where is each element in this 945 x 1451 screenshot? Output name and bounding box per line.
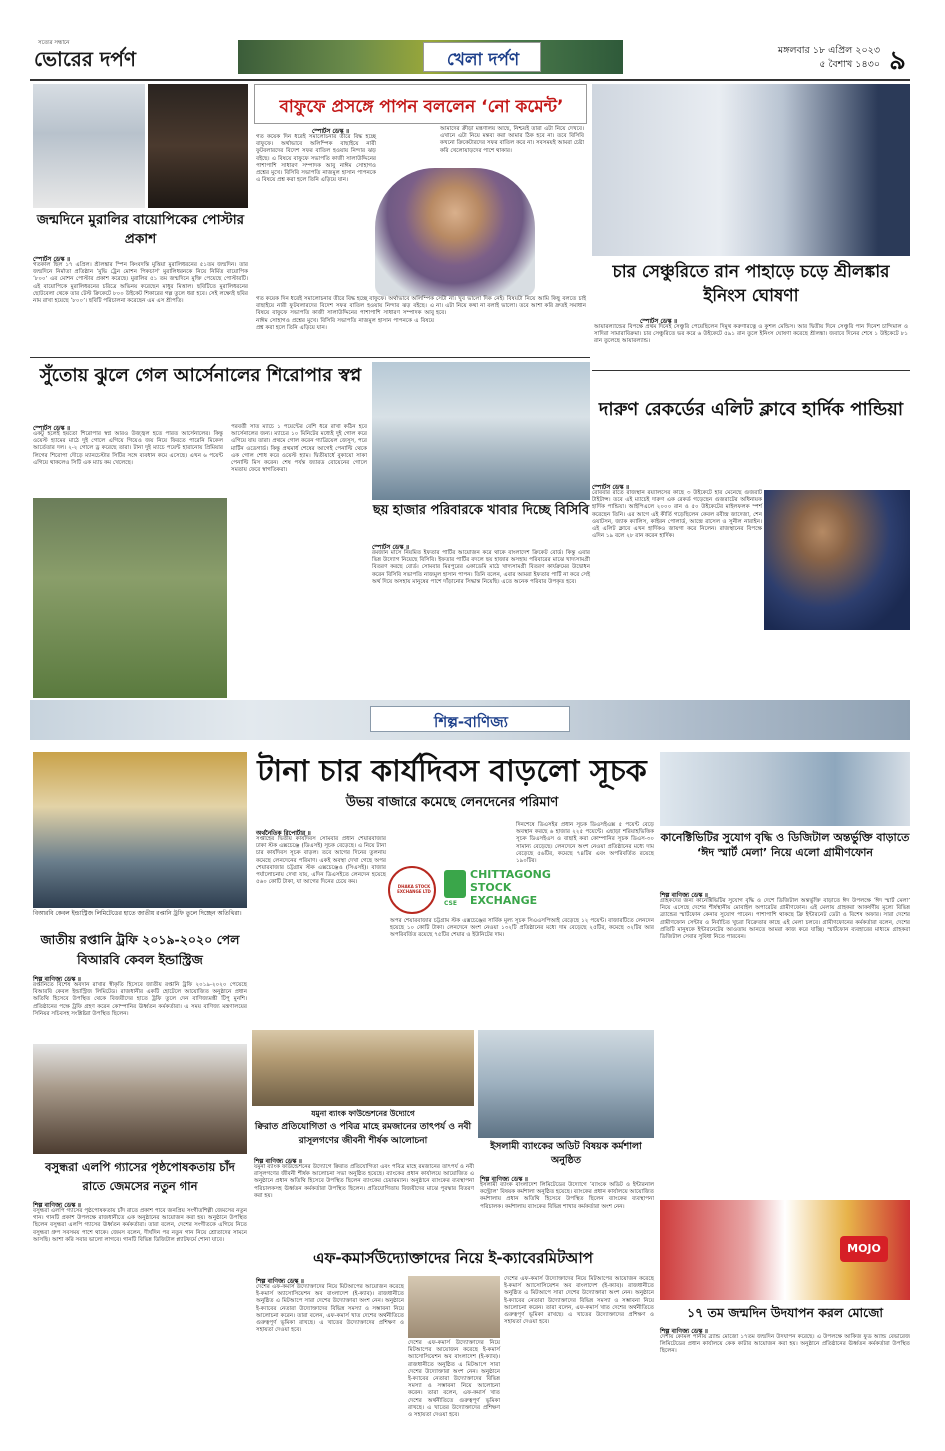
papon-body-left: গত কয়েক দিন ধরেই সমালোচনার তীরে বিদ্ধ হচ্ছে বাফুফে। অর্থাভাবে অলিম্পিক বাছাইয়ে নারী ফুটবলারদের বিদেশ সফর বাতিল হওয়ায় নিন্দার ঝড় বইছে। এ বিষয়ে বাফুফে সভাপতি কাজী সালাউদ্দিনের পাশাপাশি সাধারণ সম্পাদক আবু নাঈম সোহাগও প্রশ্নের মুখে। বিসিবি সভাপতি নাজমুল হাসান পাপনকে এ বিষয়ে প্রশ্ন করা হলে তিনি এড়িয়ে যান।	[256, 134, 376, 184]
cse-logo-line1: CHITTAGONG	[470, 868, 551, 881]
bashundhara-body: বসুন্ধরা এলপি গ্যাসের পৃষ্ঠপোষকতায় চাঁদ রাতে প্রকাশ পাবে জনপ্রিয় সংগীতশিল্পী জেমসের নতুন গান। গানটি প্রকাশ উপলক্ষে রাজধানীতে এক অনুষ্ঠানের আয়োজন করা হয়। অনুষ্ঠানে উপস্থিত ছিলেন বসুন্ধরা এলপি গ্যাসের ঊর্ধ্বতন কর্মকর্তারা। তারা বলেন, দেশের সংগীতকে এগিয়ে নিতে বসুন্ধরা গ্রুপ সবসময় পাশে থাকে। জেমস বলেন, দীর্ঘদিন পর নতুন গান নিয়ে শ্রোতাদের সামনে আসছি। আশা করি সবার ভালো লাগবে। গানটি বিভিন্ন ডিজিটাল প্ল্যাটফর্মে শোনা যাবে।	[33, 1208, 247, 1243]
cse-logo	[444, 866, 579, 910]
srilanka-celebration-photo	[592, 84, 910, 256]
divider-2	[592, 370, 910, 371]
market-body-3: অপর শেয়ারবাজার চট্টগ্রাম স্টক এক্সচেঞ্জের সার্বিক মূল্য সূচক সিএএসপিআই বেড়েছে ১২ পয়েন্ট। বাজারটিতে লেনদেন হয়েছে ১০ কোটি টাকা। লেনদেনে অংশ নেওয়া ১৩২টি প্রতিষ্ঠানের মধ্যে দাম বেড়েছে ২৫টির, কমেছে ৩২টির আর অপরিবর্তিত রয়েছে ৭৫টির শেয়ার ও ইউনিটের দাম।	[390, 918, 654, 939]
mojo-badge: MOJO	[840, 1236, 888, 1262]
export-trophy-body: রপ্তানিতে বিশেষ অবদান রাখার স্বীকৃতি হিসেবে জাতীয় রপ্তানি ট্রফি ২০১৯-২০২০ পেয়েছে বিআরবি কেবল ইন্ডাস্ট্রিজ লিমিটেড। রাজধানীর একটি হোটেলে আয়োজিত অনুষ্ঠানে প্রধান অতিথি হিসেবে উপস্থিত থেকে বিজয়ীদের হাতে ট্রফি তুলে দেন বাণিজ্যমন্ত্রী টিপু মুনশি। প্রতিষ্ঠানের পক্ষে ট্রফি গ্রহণ করেন কোম্পানির ঊর্ধ্বতন কর্মকর্তারা। এ সময় বাণিজ্য মন্ত্রণালয়ের সিনিয়র সচিবসহ সংশ্লিষ্টরা উপস্থিত ছিলেন।	[33, 982, 247, 1017]
jamuna-headline-top: যমুনা ব্যাংক ফাউন্ডেশনের উদ্যোগে	[311, 1109, 415, 1118]
arsenal-body: একটু হলেই হয়তো শিরোপার স্বপ্ন আরও উজ্জ্বল হতে পারত আর্সেনালের। কিন্তু ওয়েস্ট হ্যামের মাঠে দুই গোলে এগিয়ে গিয়েও জয় নিয়ে ফিরতে পারেনি মিকেল আর্তেতার দল। ২-২ গোলে ড্র করেছে তারা। টানা দুই ম্যাচে পয়েন্ট হারানোয় প্রিমিয়ার লিগের শিরোপা দৌড়ে ম্যানচেস্টার সিটির সঙ্গে ব্যবধান কমে এসেছে। এখন ৬ পয়েন্ট এগিয়ে থাকলেও সিটি এক ম্যাচ কম খেলেছে।	[33, 431, 223, 466]
export-trophy-caption: বিআরবি কেবল ইন্ডাস্ট্রিজ লিমিটেডের হাতে জাতীয় রপ্তানি ট্রফি তুলে দিচ্ছেন অতিথিরা।	[33, 910, 242, 917]
papon-body-mid: আমাদের ক্রীড়া মন্ত্রণালয় আছে, নিশ্চয়ই তারা এটা নিয়ে দেখবে। এখানে এটা নিয়ে মন্তব্য করা আমার ঠিক হবে না। তবে বিসিবি কখনো ক্রিকেটারদের সফর বাতিল করে না। সবসময়ই আমরা চেষ্টা করি খেলোয়াড়দের পাশে থাকার।	[440, 126, 584, 154]
srilanka-body: আয়ারল্যান্ডের বিপক্ষে প্রথম দিনেই সেঞ্চুরি পেয়েছিলেন দিমুথ করুণারত্নে ও কুশল মেন্ডিস। আর দ্বিতীয় দিনে সেঞ্চুরি পান দিনেশ চান্দিমাল ও সাদিরা সামারাবিক্রমা। চার সেঞ্চুরিতে ভর করে ৬ উইকেটে ৫৯১ রান তুলে ইনিংস ঘোষণা করেছে শ্রীলঙ্কা। জবাবে দিনের শেষে ১ উইকেটে ৮১ রান তুলেছে আয়ারল্যান্ড।	[594, 324, 908, 345]
bcb-body: রমজান মাসে নিয়মিত ইফতার পার্টির আয়োজন করে থাকে বাংলাদেশ ক্রিকেট বোর্ড। কিন্তু এবার ভিন্ন উদ্যোগ নিয়েছে বিসিবি। ইফতার পার্টির বদলে ছয় হাজার অসহায় পরিবারের মাঝে খাদ্যসামগ্রী বিতরণ করছে বোর্ড। সোমবার মিরপুরের একাডেমি মাঠে খাদ্যসামগ্রী বিতরণ কার্যক্রমের উদ্বোধন করেন বিসিবি সভাপতি নাজমুল হাসান পাপন। তিনি বলেন, এবার আমরা ইফতার পার্টি না করে সেই অর্থ দিয়ে অসহায় মানুষের পাশে দাঁড়ানোর সিদ্ধান্ত নিয়েছি। এতে অনেক পরিবার উপকৃত হবে।	[372, 550, 590, 585]
arsenal-byline: স্পোর্টস ডেস্ক ॥	[33, 425, 71, 432]
section-title-box	[423, 42, 541, 72]
ecab-body: দেশের এফ-কমার্স উদ্যোক্তাদের নিয়ে মিটআপের আয়োজন করেছে ই-কমার্স অ্যাসোসিয়েশন অব বাংলাদেশ (ই-ক্যাব)। রাজধানীতে অনুষ্ঠিত এ মিটআপে সারা দেশের উদ্যোক্তারা অংশ নেন। অনুষ্ঠানে ই-ক্যাবের নেতারা উদ্যোক্তাদের বিভিন্ন সমস্যা ও সম্ভাবনা নিয়ে আলোচনা করেন। তারা বলেন, এফ-কমার্স খাত দেশের অর্থনীতিতে গুরুত্বপূর্ণ ভূমিকা রাখছে। এ খাতের উদ্যোক্তাদের প্রশিক্ষণ ও সহায়তা দেওয়া হবে।	[256, 1284, 404, 1334]
srilanka-byline: স্পোর্টস ডেস্ক ॥	[640, 318, 678, 325]
arsenal-headline: সুঁতোয় ঝুলে গেল আর্সেনালের শিরোপার স্বপ্ন	[39, 365, 362, 386]
bcb-headline: ছয় হাজার পরিবারকে খাবার দিচ্ছে বিসিবি	[372, 503, 590, 518]
market-headline: টানা চার কার্যদিবস বাড়লো সূচক	[257, 754, 647, 789]
export-trophy-headline: জাতীয় রপ্তানি ট্রফি ২০১৯-২০২০ পেল বিআরবি কেবল ইন্ডাস্ট্রিজ	[40, 932, 240, 967]
market-body-2: দিনশেষে ডিএসইর প্রধান সূচক ডিএসইএক্স ৫ পয়েন্ট বেড়ে অবস্থান করছে ৬ হাজার ২২৫ পয়েন্টে। এছাড়া শরিয়াহভিত্তিক সূচক ডিএসইএস ও বাছাই করা কোম্পানির সূচক ডিএস-৩০ সামান্য বেড়েছে। লেনদেনে অংশ নেওয়া প্রতিষ্ঠানের মধ্যে দাম বেড়েছে ৫৬টির, কমেছে ৭৪টির এবং অপরিবর্তিত রয়েছে ১৯০টির।	[516, 822, 654, 865]
islami-headline: ইসলামী ব্যাংকের অডিট বিষয়ক কর্মশালা অনুষ্ঠিত	[490, 1141, 642, 1166]
mojo-byline: শিল্প বাণিজ্য ডেস্ক ॥	[660, 1328, 708, 1335]
grameenphone-photo	[660, 752, 910, 826]
bashundhara-byline: শিল্প বাণিজ্য ডেস্ক ॥	[33, 1202, 81, 1209]
murali-byline: স্পোর্টস ডেস্ক ॥	[33, 256, 71, 263]
ecab-body-3: দেশের এফ-কমার্স উদ্যোক্তাদের নিয়ে মিটআপের আয়োজন করেছে ই-কমার্স অ্যাসোসিয়েশন অব বাংলাদেশ (ই-ক্যাব)। রাজধানীতে অনুষ্ঠিত এ মিটআপে সারা দেশের উদ্যোক্তারা অংশ নেন। অনুষ্ঠানে ই-ক্যাবের নেতারা উদ্যোক্তাদের বিভিন্ন সমস্যা ও সম্ভাবনা নিয়ে আলোচনা করেন। তারা বলেন, এফ-কমার্স খাত দেশের অর্থনীতিতে গুরুত্বপূর্ণ ভূমিকা রাখছে। এ খাতের উদ্যোক্তাদের প্রশিক্ষণ ও সহায়তা দেওয়া হবে।	[504, 1276, 654, 1326]
market-byline: অর্থনৈতিক রিপোর্টার ॥	[256, 830, 311, 837]
paper-tag: সত্যের সন্ধানে	[38, 40, 70, 46]
date-line-1: মঙ্গলবার ১৮ এপ্রিল ২০২৩	[777, 45, 880, 56]
market-body: সপ্তাহের দ্বিতীয় কার্যদিবস সোমবার প্রধান শেয়ারবাজার ঢাকা স্টক এক্সচেঞ্জে (ডিএসই) সূচক বেড়েছে। এ নিয়ে টানা চার কার্যদিবস সূচক বাড়ল। তবে আগের দিনের তুলনায় কমেছে লেনদেনের পরিমাণ। একই অবস্থা দেখা গেছে অপর শেয়ারবাজার চট্টগ্রাম স্টক এক্সচেঞ্জেও (সিএসই)। বাজার পর্যালোচনায় দেখা যায়, এদিন ডিএসইতে লেনদেন হয়েছে ৫৬০ কোটি টাকা, যা আগের দিনের চেয়ে কম।	[256, 836, 386, 886]
hardik-photo	[764, 490, 910, 630]
papon-headline: বাফুফে প্রসঙ্গে পাপন বললেন ‘নো কমেন্ট’	[279, 97, 564, 117]
ecab-byline: শিল্প বাণিজ্য ডেস্ক ॥	[256, 1278, 304, 1285]
dse-logo-text: DHAKA STOCK EXCHANGE LTD	[397, 884, 431, 894]
cse-abbr: CSE	[444, 900, 457, 907]
islami-body: ইসলামী ব্যাংক বাংলাদেশ লিমিটেডের উদ্যোগে ‘ব্যাংকে অডিট ও ইন্টারনাল কন্ট্রোল’ বিষয়ক কর্মশালা অনুষ্ঠিত হয়েছে। ব্যাংকের প্রধান কার্যালয়ে আয়োজিত কর্মশালায় প্রধান অতিথি হিসেবে উপস্থিত ছিলেন ব্যাংকের ব্যবস্থাপনা পরিচালক। কর্মশালায় ব্যাংকের বিভিন্ন শাখার কর্মকর্তারা অংশ নেন।	[480, 1182, 655, 1210]
murali-headline: জন্মদিনে মুরালির বায়োপিকের পোস্টার প্রকাশ	[36, 212, 245, 247]
papon-body-right: সেটা না। খুব ভালো দিক নেই। বিষয়টা নিয়ে আমি কিছু বলতে চাই না। এটা নিয়ে কথা না বলাই ভালো। তবে আশা করি দ্রুতই সমাধান হবে।	[436, 296, 586, 317]
bashundhara-headline: বসুন্ধরা এলপি গ্যাসের পৃষ্ঠপোষকতায় চাঁদ রাতে জেমসের নতুন গান	[45, 1160, 235, 1193]
cse-logo-line2: STOCK	[470, 881, 512, 894]
grameenphone-headline: কানেক্টিভিটির সুযোগ বৃদ্ধি ও ডিজিটাল অন্তর্ভুক্তি বাড়াতে ‘ঈদ স্মার্ট মেলা’ নিয়ে এলো গ্রামীণফোন	[660, 831, 910, 859]
bcb-event-photo	[372, 362, 590, 500]
market-subheadline: উভয় বাজারে কমেছে লেনদেনের পরিমাণ	[345, 795, 559, 810]
bashundhara-event-photo	[33, 1044, 247, 1154]
hardik-headline: দারুণ রেকর্ডের এলিট ক্লাবে হার্দিক পান্ডিয়া	[598, 399, 904, 420]
masthead-bar	[30, 40, 910, 78]
grameenphone-body: গ্রাহকদের জন্য কানেক্টিভিটির সুযোগ বৃদ্ধি ও দেশে ডিজিটাল অন্তর্ভুক্তি বাড়াতে ঈদ উপলক্ষে ‘ঈদ স্মার্ট মেলা’ নিয়ে এসেছে দেশের শীর্ষস্থানীয় মোবাইল অপারেটর গ্রামীণফোন। এই মেলায় গ্রাহকরা আকর্ষণীয় মূল্যে বিভিন্ন ব্র্যান্ডের স্মার্টফোন কেনার সুযোগ পাবেন। পাশাপাশি থাকছে ফ্রি ইন্টারনেট ডেটা ও বিশেষ অফার। সারা দেশের গ্রামীণফোন সেন্টার ও নির্বাচিত খুচরা বিক্রেতার কাছে এই মেলা চলবে। গ্রামীণফোনের কর্মকর্তারা বলেন, দেশের প্রতিটি মানুষকে ইন্টারনেটের আওতায় আনতে আমরা কাজ করে যাচ্ছি। স্মার্টফোন ব্যবহারের মাধ্যমে গ্রাহকরা ডিজিটাল সেবার সুবিধা নিতে পারবেন।	[660, 898, 910, 941]
islami-event-photo	[478, 1030, 654, 1138]
islami-byline: শিল্প বাণিজ্য ডেস্ক ॥	[480, 1176, 528, 1183]
section-title: খেলা দর্পণ	[446, 50, 520, 70]
jamuna-byline: শিল্প বাণিজ্য ডেস্ক ॥	[254, 1158, 302, 1165]
papon-byline: স্পোর্টস ডেস্ক ॥	[312, 128, 350, 135]
jamuna-event-photo	[252, 1030, 474, 1106]
jamuna-body: যমুনা ব্যাংক ফাউন্ডেশনের উদ্যোগে ক্বিরাত প্রতিযোগিতা এবং পবিত্র মাহে রমজানের তাৎপর্য ও নবী রাসূলগণের জীবনী শীর্ষক আলোচনা সভা অনুষ্ঠিত হয়েছে। ব্যাংকের প্রধান কার্যালয়ে আয়োজিত এ অনুষ্ঠানে প্রধান অতিথি হিসেবে উপস্থিত ছিলেন ব্যাংকের চেয়ারম্যান। অনুষ্ঠানে ব্যাংকের ব্যবস্থাপনা পরিচালকসহ ঊর্ধ্বতন কর্মকর্তারা উপস্থিত ছিলেন। প্রতিযোগিতায় বিজয়ীদের মাঝে পুরস্কার বিতরণ করা হয়।	[254, 1164, 474, 1199]
papon-photo	[375, 168, 535, 296]
jamuna-headline: ক্বিরাত প্রতিযোগিতা ও পবিত্র মাহে রমজানের তাৎপর্য ও নবী রাসূলগণের জীবনী শীর্ষক আলোচনা	[254, 1122, 472, 1146]
date-line-2: ৫ বৈশাখ ১৪৩০	[819, 59, 880, 70]
murali-body: গতকাল ছিল ১৭ এপ্রিল। শ্রীলঙ্কার স্পিন কিংবদন্তি মুত্তিয়া মুরালিধরনের ৫১তম জন্মদিন। তার জন্মদিনে নির্মাতা প্রতিষ্ঠান ‘মুভি ট্রেন মোশন পিকচার্স’ মুরালিধরনকে নিয়ে নির্মিত বায়োপিক ‘৮০০’ এর মোশন পোস্টার প্রকাশ করেছে। মুরালির ৫১ তম জন্মদিনে মুক্তি পেয়েছে পোস্টারটি। এই বায়োপিকে মুরালিধরনের চরিত্রে অভিনয় করেছেন মাধুর মিত্তাল। ছবিটিতে মুরালিধরনের ছোটবেলা থেকে তার টেস্ট ক্রিকেটে ৮০০ উইকেট শিকারের গল্প তুলে ধরা হবে। সেই লক্ষ্যেই ছবির নাম রাখা হয়েছে ‘৮০০’। ছবিটি পরিচালনা করেছেন এম এস শ্রীপতি।	[33, 262, 248, 305]
cse-logo-mark	[444, 870, 466, 898]
mojo-body: দেশীয় কোমল পানীয় ব্র্যান্ড মোজো ১৭তম জন্মদিন উদযাপন করেছে। এ উপলক্ষে আকিজ ফুড অ্যান্ড বেভারেজ লিমিটেডের প্রধান কার্যালয়ে কেক কাটার আয়োজন করা হয়। অনুষ্ঠানে প্রতিষ্ঠানের ঊর্ধ্বতন কর্মকর্তারা উপস্থিত ছিলেন।	[660, 1334, 910, 1355]
ecab-headline: এফ-কমার্সউদ্যোক্তাদের নিয়ে ই-ক্যাবেরমিটআপ	[313, 1249, 593, 1267]
arsenal-match-photo	[33, 498, 227, 698]
export-trophy-photo	[33, 752, 247, 908]
papon-body-bottom: গত কয়েক দিন ধরেই সমালোচনার তীরে বিদ্ধ হচ্ছে বাফুফে। অর্থাভাবে অলিম্পিক বাছাইয়ে নারী ফুটবলারদের বিদেশ সফর বাতিল হওয়ায় নিন্দার ঝড় বইছে। এ বিষয়ে বাফুফে সভাপতি কাজী সালাউদ্দিনের পাশাপাশি সাধারণ সম্পাদক আবু নাঈম সোহাগও প্রশ্নের মুখে। বিসিবি সভাপতি নাজমুল হাসান পাপনকে এ বিষয়ে প্রশ্ন করা হলে তিনি এড়িয়ে যান।	[256, 296, 434, 331]
mojo-headline: ১৭ তম জন্মদিন উদযাপন করল মোজো	[686, 1305, 884, 1320]
papon-headline-box	[254, 84, 587, 124]
page-number: ৯	[889, 46, 906, 76]
divider-1	[30, 357, 590, 358]
ecab-meetup-photo	[408, 1276, 500, 1338]
bcb-byline: স্পোর্টস ডেস্ক ॥	[372, 544, 410, 551]
srilanka-headline: চার সেঞ্চুরিতে রান পাহাড়ে চড়ে শ্রীলঙ্কার ইনিংস ঘোষণা	[612, 262, 890, 306]
hardik-byline: স্পোর্টস ডেস্ক ॥	[592, 484, 630, 491]
header-rule	[30, 79, 910, 81]
arsenal-body-2: পরবর্তী সাত ম্যাচে ১ পয়েন্টের বেশি ধরে রাখা কঠিন হবে আর্সেনালের জন্য। ম্যাচের ১০ মিনিটের মধ্যেই দুই গোল করে এগিয়ে যায় তারা। প্রথমে গোল করেন গ্যাব্রিয়েল জেসুস, পরে মার্টিন ওডেগার্ড। কিন্তু প্রথমার্ধ শেষের আগেই পেনাল্টি থেকে এক গোল শোধ করে ওয়েস্ট হ্যাম। দ্বিতীয়ার্ধে বুকায়ো সাকা পেনাল্টি মিস করেন। শেষ পর্যন্ত জ্যারড বোয়েনের গোলে সমতায় ফেরে স্বাগতিকরা।	[231, 424, 367, 474]
hardik-body: রোববার রাতে রাজস্থান রয়্যালসের কাছে ৩ উইকেটে হার মেনেছে গুজরাট টাইটান্স। তবে এই ম্যাচেই দারুণ এক রেকর্ড গড়েছেন গুজরাটের অধিনায়ক হার্দিক পান্ডিয়া। আইপিএলে ২০০০ রান ও ৫০ উইকেটের মাইলফলক স্পর্শ করেছেন তিনি। এর আগে এই কীর্তি গড়েছিলেন কেবল রবীন্দ্র জাদেজা, শেন ওয়াটসন, জ্যাক ক্যালিস, কাইরন পোলার্ড, আন্দ্রে রাসেল ও সুনীল নারাইন। এই এলিট ক্লাবে এখন হার্দিকও জায়গা করে নিলেন। রাজস্থানের বিপক্ষে এদিন ১৯ বলে ২৮ রান করেন হার্দিক।	[592, 490, 762, 540]
murali-photo	[33, 84, 145, 208]
biopic-poster-image	[148, 84, 248, 208]
export-trophy-byline: শিল্প বাণিজ্য ডেস্ক ॥	[33, 976, 81, 983]
commerce-title: শিল্প-বাণিজ্য	[434, 713, 508, 731]
cse-logo-line3: EXCHANGE	[470, 894, 538, 907]
commerce-title-box	[370, 706, 570, 732]
ecab-body-2: দেশের এফ-কমার্স উদ্যোক্তাদের নিয়ে মিটআপের আয়োজন করেছে ই-কমার্স অ্যাসোসিয়েশন অব বাংলাদেশ (ই-ক্যাব)। রাজধানীতে অনুষ্ঠিত এ মিটআপে সারা দেশের উদ্যোক্তারা অংশ নেন। অনুষ্ঠানে ই-ক্যাবের নেতারা উদ্যোক্তাদের বিভিন্ন সমস্যা ও সম্ভাবনা নিয়ে আলোচনা করেন। তারা বলেন, এফ-কমার্স খাত দেশের অর্থনীতিতে গুরুত্বপূর্ণ ভূমিকা রাখছে। এ খাতের উদ্যোক্তাদের প্রশিক্ষণ ও সহায়তা দেওয়া হবে।	[408, 1340, 500, 1419]
mojo-event-photo	[660, 1200, 910, 1300]
masthead-logo: ভোরের দর্পণ	[34, 47, 136, 71]
grameenphone-byline: শিল্প বাণিজ্য ডেস্ক ॥	[660, 892, 708, 899]
dse-logo	[388, 866, 436, 914]
